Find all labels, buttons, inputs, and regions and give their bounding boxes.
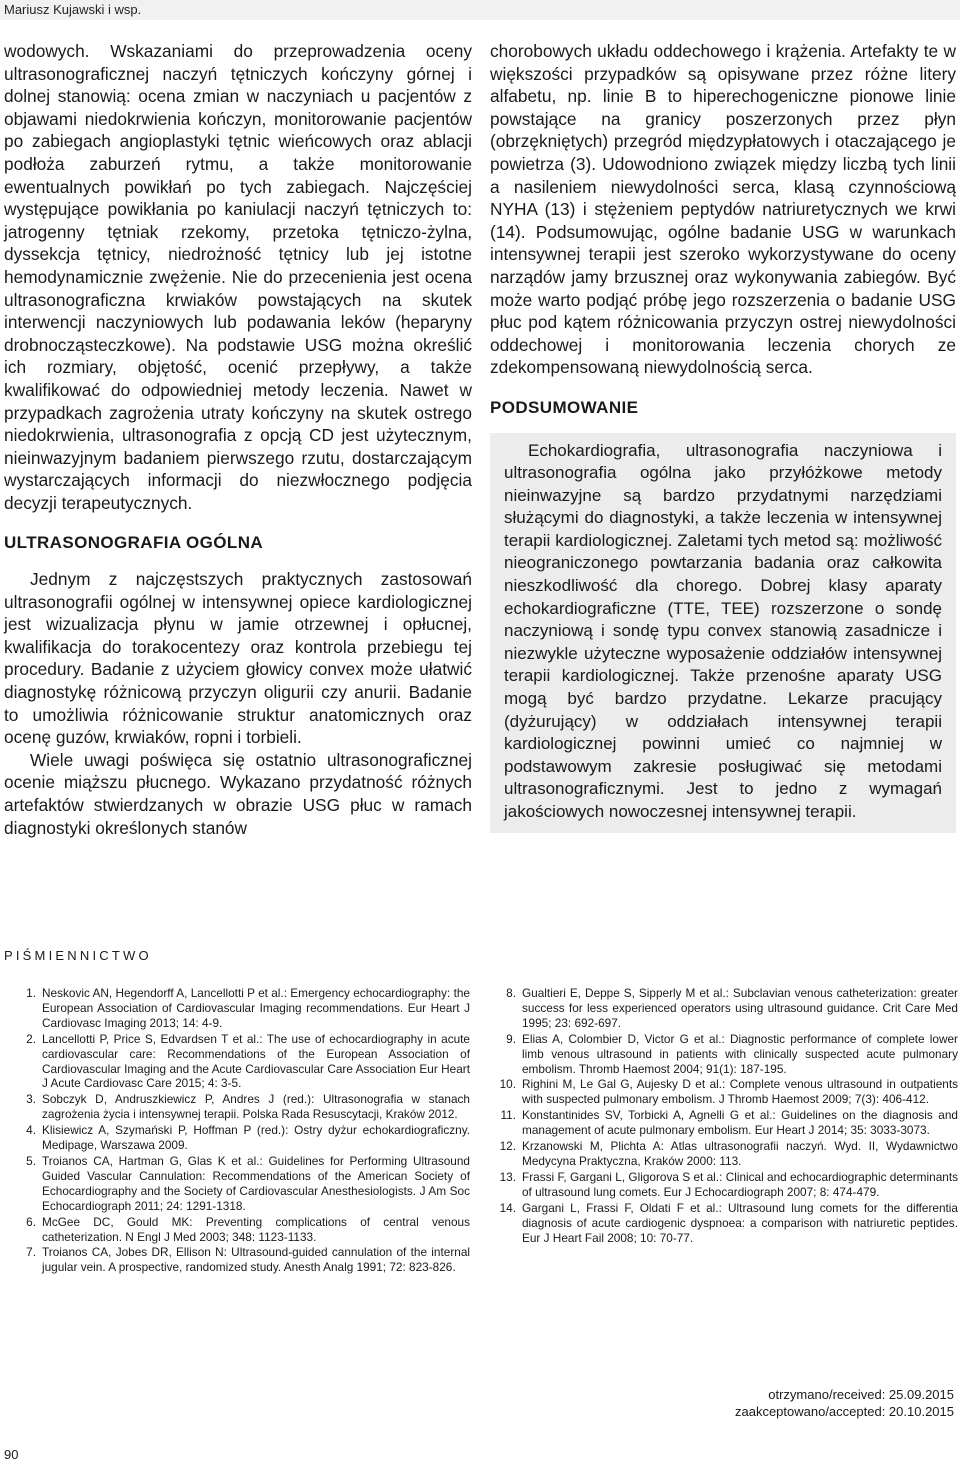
reference-text: Neskovic AN, Hegendorff A, Lancellotti P et al.: Emergency echocardiography: the European Association of Cardiovascular Imaging recommendations. Eur Heart J Cardiovasc Imaging 2013; 14: 4-9. [42, 986, 470, 1030]
body-paragraph: wodowych. Wskazaniami do przeprowadzenia oceny ultrasonograficznej naczyń tętniczych kończyny górnej i dolnej stanowią: ocena zmian w naczyniach u pacjentów z objawami niedokrwienia kończyn, monitorowanie pacjentów po zabiegach angioplastyki tętnic wieńcowych oraz ablacji podłoża zaburzeń rytmu, a także monitorowanie ewentualnych powikłań po tych zabiegach. Najczęściej występujące powikłania po kaniulacji naczyń tętniczych to: jatrogenny tętniak rzekomy, przetoka tętniczo-żylna, dyssekcja tętnicy, niedrożność tętnicy lub jej istotne hemodynamicznie zwężenie. Nie do przecenienia jest ocena ultrasonograficzna krwiaków powstających na skutek interwencji naczyniowych lub podawania leków (heparyny drobnocząsteczkowe). Na podstawie USG można określić ich rozmiary, objętość, ocenić przepływy, a także kwalifikować do odpowiedniej metody leczenia. Nawet w przypadkach zagrożenia utraty kończyny na skutek ostrego niedokrwienia, ultrasonografia z opcją CD jest użytecznym, nieinwazyjnym badaniem pierwszego rzutu, dostarczającym wystarczających informacji do niezwłocznego podjęcia decyzji terapeutycznych. [4, 41, 472, 513]
reference-text: Konstantinides SV, Torbicki A, Agnelli G et al.: Guidelines on the diagnosis and management of acute pulmonary embolism. Eur Heart J 2014; 35: 3033-3073. [522, 1108, 958, 1138]
reference-number: 9. [506, 1031, 516, 1046]
reference-item [494, 1170, 958, 1200]
body-paragraph: Jednym z najczęstszych praktycznych zastosowań ultrasonografii ogólnej w intensywnej opiece kardiologicznej jest wizualizacja płynu w jamie otrzewnej i opłucnej, kwalifikacja do torakocentezy oraz kontrola przebiegu tej procedury. Badanie z użyciem głowicy convex może ułatwić diagnostykę różnicową przyczyn oligurii czy anurii. Badanie to umożliwia różnicowanie struktur anatomicznych oraz ocenę guzów, krwiaków, ropni i torbieli. [4, 569, 472, 748]
reference-item [14, 986, 470, 1031]
body-paragraph: Wiele uwagi poświęca się ostatnio ultrasonograficznej ocenie miąższu płucnego. Wykazano przydatność różnych artefaktów stwierdzanych w obrazie USG płuc w ramach diagnostyki określonych stanów [4, 749, 472, 838]
reference-text: Troianos CA, Hartman G, Glas K et al.: Guidelines for Performing Ultrasound Guided Vascular Cannulation: Recommendations of the American Society of Echocardiography and the Society of Cardiovascular Anesthesiologists. J Am Soc Echocardiograph 2011; 24: 1291-1318. [42, 1153, 470, 1213]
running-head: Mariusz Kujawski i wsp. [0, 0, 960, 20]
reference-text: Gargani L, Frassi F, Oldati F et al.: Ultrasound lung comets for the differentia diagnosis of acute cardiogenic dyspnoea: a comparison with natriuretic peptides. Eur J Heart Fail 2008; 10: 70-77. [522, 1200, 958, 1245]
reference-number: 6. [26, 1214, 36, 1229]
reference-number: 5. [26, 1153, 36, 1168]
section-heading-podsumowanie: PODSUMOWANIE [490, 397, 639, 417]
reference-number: 13. [499, 1169, 516, 1184]
reference-number: 10. [499, 1077, 516, 1092]
references-heading: PIŚMIENNICTWO [4, 948, 152, 963]
reference-number: 4. [26, 1123, 36, 1138]
reference-number: 1. [26, 986, 36, 1000]
reference-text: Sobczyk D, Andruszkiewicz P, Andres J (red.): Ultrasonografia w stanach zagrożenia życia i intensywnej terapii. Polska Rada Resuscytacji, Kraków 2012. [42, 1092, 470, 1122]
reference-item [494, 1108, 958, 1138]
reference-text: Troianos CA, Jobes DR, Ellison N: Ultrasound-guided cannulation of the internal jugular vein. A prospective, randomized study. Anesth Analg 1991; 72: 823-826. [42, 1245, 470, 1275]
reference-item [14, 1245, 470, 1275]
reference-text: Frassi F, Gargani L, Gligorova S et al.: Clinical and echocardiographic determinants of ultrasound lung comets. Eur J Echocardiograph 2007; 8: 474-479. [522, 1169, 958, 1199]
reference-item [494, 1201, 958, 1246]
reference-item [14, 1154, 470, 1214]
reference-item [14, 1092, 470, 1122]
reference-item [14, 1215, 470, 1245]
reference-item [494, 1139, 958, 1169]
reference-text: Klisiewicz A, Szymański P, Hoffman P (red.): Ostry dyżur echokardiograficzny. Medipage, Warszawa 2009. [42, 1123, 470, 1153]
reference-number: 12. [499, 1139, 516, 1154]
right-column [490, 40, 956, 833]
reference-list-left [14, 986, 470, 1276]
reference-list-right [494, 986, 958, 1246]
reference-text: Krzanowski M, Plichta A: Atlas ultrasonografii naczyń. Wyd. II, Wydawnictwo Medycyna Praktyczna, Kraków 2000: 113. [522, 1139, 958, 1168]
reference-number: 3. [26, 1092, 36, 1107]
left-column [4, 40, 472, 839]
reference-number: 7. [26, 1245, 36, 1260]
section-heading-ultrasonografia: ULTRASONOGRAFIA OGÓLNA [4, 533, 264, 553]
reference-text: Elias A, Colombier D, Victor G et al.: Diagnostic performance of complete lower limb venous ultrasound in patients with clinically suspected acute pulmonary embolism. Thromb Haemost 2004; 91(1): 187-195. [522, 1031, 958, 1076]
reference-number: 2. [26, 1031, 36, 1046]
reference-item [14, 1032, 470, 1092]
reference-item [494, 1032, 958, 1077]
reference-text: Righini M, Le Gal G, Aujesky D et al.: Complete venous ultrasound in outpatients with suspected pulmonary embolism. J Thromb Haemost 2009; 7(3): 406-412. [522, 1077, 958, 1107]
reference-item [494, 986, 958, 1031]
article-dates [735, 1386, 954, 1420]
summary-box [490, 433, 956, 833]
summary-paragraph: Echokardiografia, ultrasonografia naczyniowa i ultrasonografia ogólna jako przyłóżkowe metody nieinwazyjne są bardzo przydatnymi narzędziami służącymi do diagnostyki, a także leczenia w intensywnej terapii kardiologicznej. Zaletami tych metod są: możliwość nieograniczonego powtarzania badania oraz całkowita nieszkodliwość dla chorego. Dobrej klasy aparaty echokardiograficzne (TTE, TEE) rozszerzone o sondę naczyniową i sondę typu convex stanowią zasadnicze i niezwykle użyteczne wyposażenie oddziałów intensywnej terapii kardiologicznej. Także przenośne aparaty USG mogą być bardzo przydatne. Lekarze pracujący (dyżurujący) w oddziałach intensywnej terapii kardiologicznej powinni umieć co najmniej w podstawowym zakresie posługiwać się metodami ultrasonograficznymi. Jest to jedno z wymagań jakościowych nowoczesnej intensywnej terapii. [504, 440, 942, 821]
accepted-date: zaakceptowano/accepted: 20.10.2015 [734, 1404, 954, 1419]
reference-text: Gualtieri E, Deppe S, Sipperly M et al.: Subclavian venous catheterization: greater success for less experienced operators using ultrasound guidance. Crit Care Med 1995; 23: 692-697. [522, 986, 958, 1030]
reference-number: 14. [499, 1200, 516, 1215]
reference-text: McGee DC, Gould MK: Preventing complications of central venous catheterization. N Engl J Med 2003; 348: 1123-1133. [42, 1214, 470, 1244]
body-paragraph: chorobowych układu oddechowego i krążenia. Artefakty te w większości przypadków są opisywane przez różne litery alfabetu, np. linie B to hiperechogeniczne pionowe linie powstające na granicy poszerzonych przez płyn (obrzękniętych) przegród międzypłatowych i otaczającego je powietrza (3). Udowodniono związek między liczbą tych linii a nasileniem niewydolności serca, klasą czynnościową NYHA (13) i stężeniem peptydów natriuretycznych we krwi (14). Podsumowując, ogólne badanie USG w warunkach intensywnej terapii jest szeroko wykorzystywane do oceny narządów jamy brzusznej oraz wykonywania zabiegów. Być może warto podjąć próbę jego rozszerzenia o badanie USG płuc pod kątem różnicowania przyczyn ostrej niewydolności oddechowej i monitorowania leczenia chorych ze zdekompensowaną niewydolnością serca. [490, 41, 956, 378]
reference-item [494, 1077, 958, 1107]
reference-item [14, 1123, 470, 1153]
page-number: 90 [4, 1447, 19, 1462]
received-date: otrzymano/received: 25.09.2015 [768, 1387, 954, 1402]
reference-number: 11. [500, 1108, 516, 1123]
reference-number: 8. [506, 986, 516, 1000]
reference-text: Lancellotti P, Price S, Edvardsen T et al.: The use of echocardiography in acute cardiovascular care: Recommendations of the European Association of Cardiovascular Imaging and the Acute Cardiovascular Care Association Eur Heart J Acute Cardiovasc Care 2015; 4: 3-5. [42, 1031, 470, 1091]
